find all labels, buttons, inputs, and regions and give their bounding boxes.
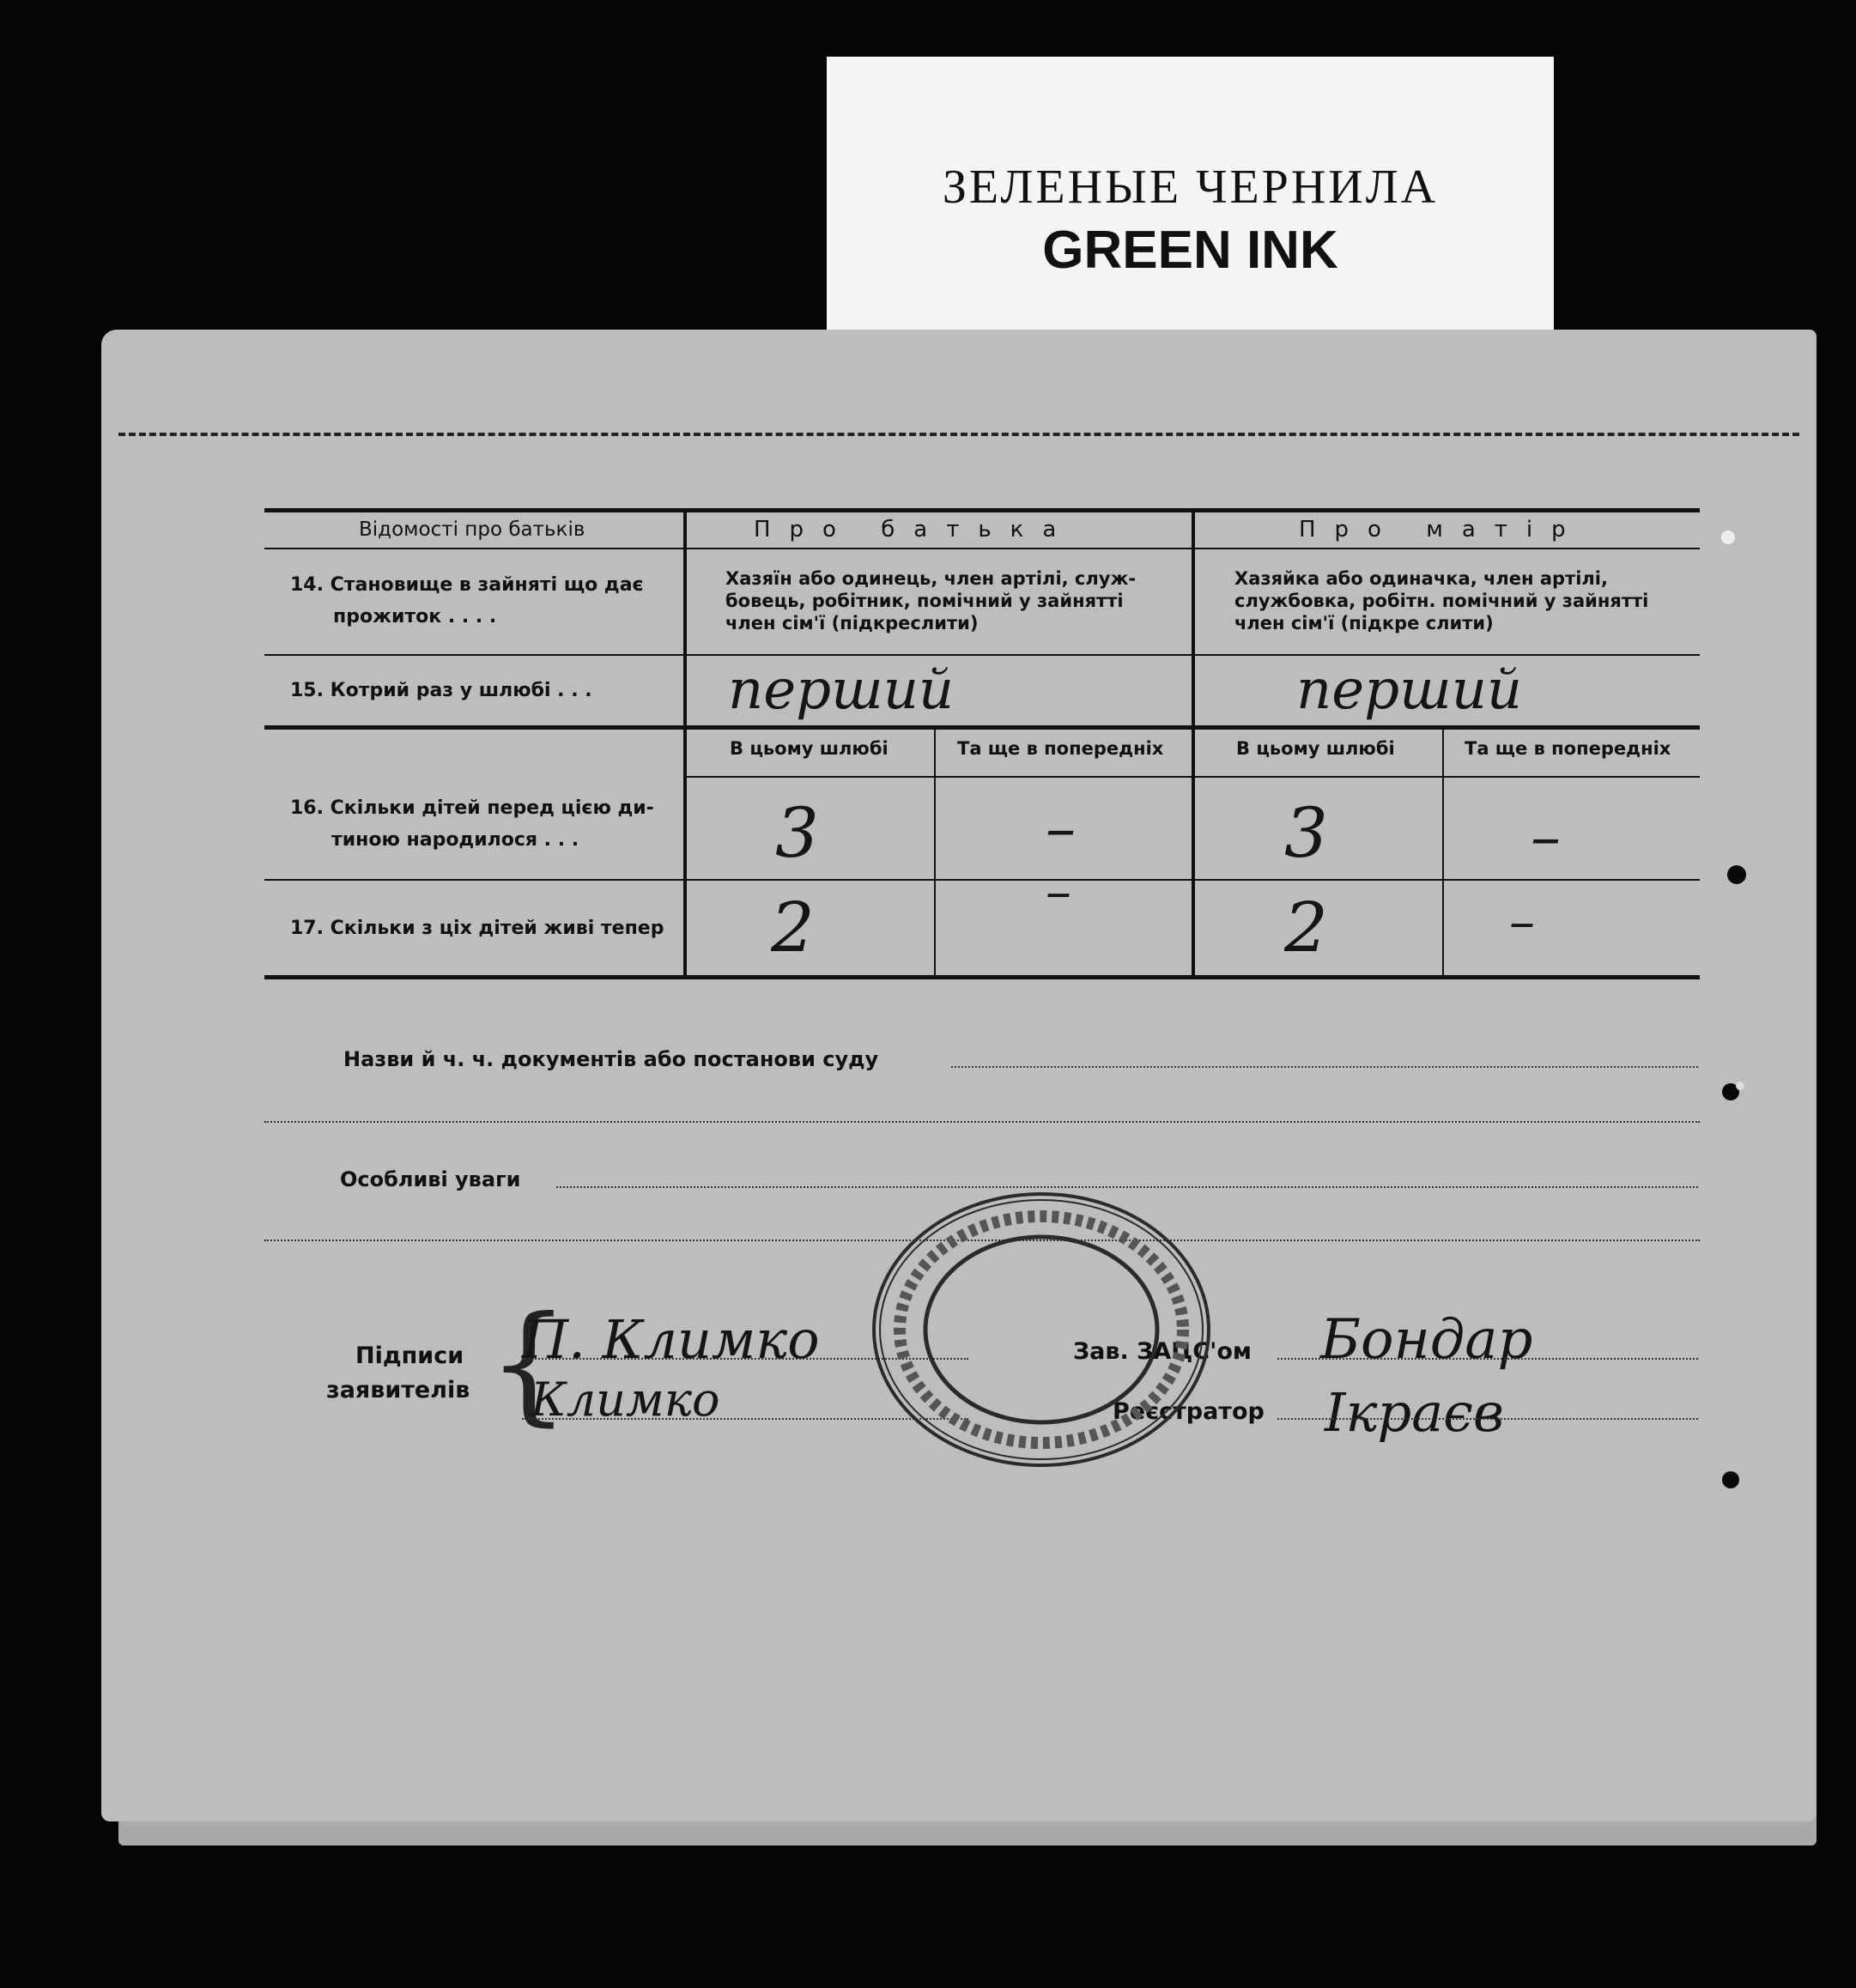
- row14-mother-line1: Хазяйка або одиначка, член артілі,: [1234, 568, 1608, 589]
- label-english: GREEN INK: [1042, 221, 1338, 280]
- perforation-line: [118, 433, 1799, 436]
- binding-hole: [1727, 865, 1746, 884]
- row16-mother-prev: –: [1531, 802, 1561, 872]
- registrar-label: Реєстратор: [1113, 1398, 1265, 1425]
- head-label: Зав. ЗАЦС'ом: [1073, 1338, 1252, 1365]
- row14-mother-line2: службовка, робітн. помічний у зайнятті: [1234, 591, 1649, 611]
- row16-mother-this: 3: [1284, 793, 1328, 873]
- documents-line-2: [264, 1121, 1700, 1123]
- table-bottom-border: [264, 975, 1700, 979]
- row16-father-prev: –: [1046, 793, 1076, 864]
- round-seal-stamp: [865, 1188, 1217, 1471]
- row17-mother-this: 2: [1284, 888, 1328, 967]
- row14-label-line1: 14. Становище в зайняті що дає: [290, 574, 644, 596]
- head-line: [1277, 1358, 1698, 1360]
- row14-father-line3: член сім'ї (підкреслити): [725, 613, 979, 633]
- archive-label-card: [827, 57, 1554, 330]
- label-russian: ЗЕЛЕНЫЕ ЧЕРНИЛА: [942, 161, 1439, 214]
- remarks-label: Особливі уваги: [340, 1167, 521, 1191]
- row15-label: 15. Котрий раз у шлюбі . . .: [290, 680, 592, 701]
- applicant1-signature: П. Климко: [522, 1308, 820, 1371]
- col-divider-parents: [1192, 512, 1195, 979]
- row15-mother-value: перший: [1296, 658, 1523, 722]
- applicants-brace: {: [488, 1289, 570, 1439]
- row14-mother-line3: член сім'ї (підкре слити): [1234, 613, 1494, 633]
- row16-father-this: 3: [775, 793, 819, 873]
- father-this-marriage-header: В цьому шлюбі: [730, 738, 889, 759]
- row15-father-value: перший: [728, 658, 955, 722]
- row16-label-line1: 16. Скільки дітей перед цією ди-: [290, 797, 654, 819]
- row17-mother-prev: –: [1509, 892, 1535, 952]
- applicants-label-line2: заявителів: [326, 1377, 470, 1403]
- row16-label-line2: тиною народилося . . .: [331, 829, 579, 851]
- registrar-signature: Ікраєв: [1325, 1381, 1504, 1444]
- row17-father-this: 2: [771, 888, 815, 967]
- col-divider-info: [683, 512, 687, 979]
- col-header-father: Про батька: [754, 517, 1076, 542]
- punch-mark: [1736, 1082, 1744, 1090]
- row17-father-prev: –: [1046, 862, 1071, 922]
- row17-label: 17. Скільки з ціх дітей живі тепер: [290, 918, 664, 939]
- col-divider-mother-sub: [1442, 730, 1444, 979]
- table-top-border: [264, 508, 1700, 512]
- mother-previous-header: Та ще в попередніх: [1465, 738, 1671, 759]
- row14-father-line1: Хазяїн або одинець, член артілі, служ-: [725, 568, 1137, 589]
- applicant2-signature: Климко: [531, 1373, 720, 1427]
- row15-divider: [264, 725, 1700, 730]
- row14-father-line2: бовець, робітник, помічний у зайнятті: [725, 591, 1124, 611]
- documents-label: Назви й ч. ч. документів або постанови суду: [343, 1047, 879, 1071]
- header-divider: [264, 548, 1700, 549]
- col-header-info: Відомості про батьків: [359, 518, 585, 541]
- applicants-label-line1: Підписи: [355, 1343, 464, 1369]
- document-sheet: [101, 330, 1817, 1821]
- documents-line-1: [951, 1066, 1698, 1068]
- registrar-line: [1277, 1418, 1698, 1420]
- binding-hole: [1722, 1471, 1739, 1488]
- row14-label-line2: прожиток . . . .: [333, 606, 497, 627]
- head-signature: Бондар: [1320, 1308, 1533, 1372]
- mother-this-marriage-header: В цьому шлюбі: [1236, 738, 1395, 759]
- father-previous-header: Та ще в попередніх: [957, 738, 1164, 759]
- row14-divider: [264, 654, 1700, 656]
- punch-mark: [1721, 530, 1735, 544]
- col-header-mother: Про матір: [1299, 517, 1585, 542]
- row16-divider: [264, 879, 1700, 881]
- col-divider-father-sub: [934, 730, 936, 979]
